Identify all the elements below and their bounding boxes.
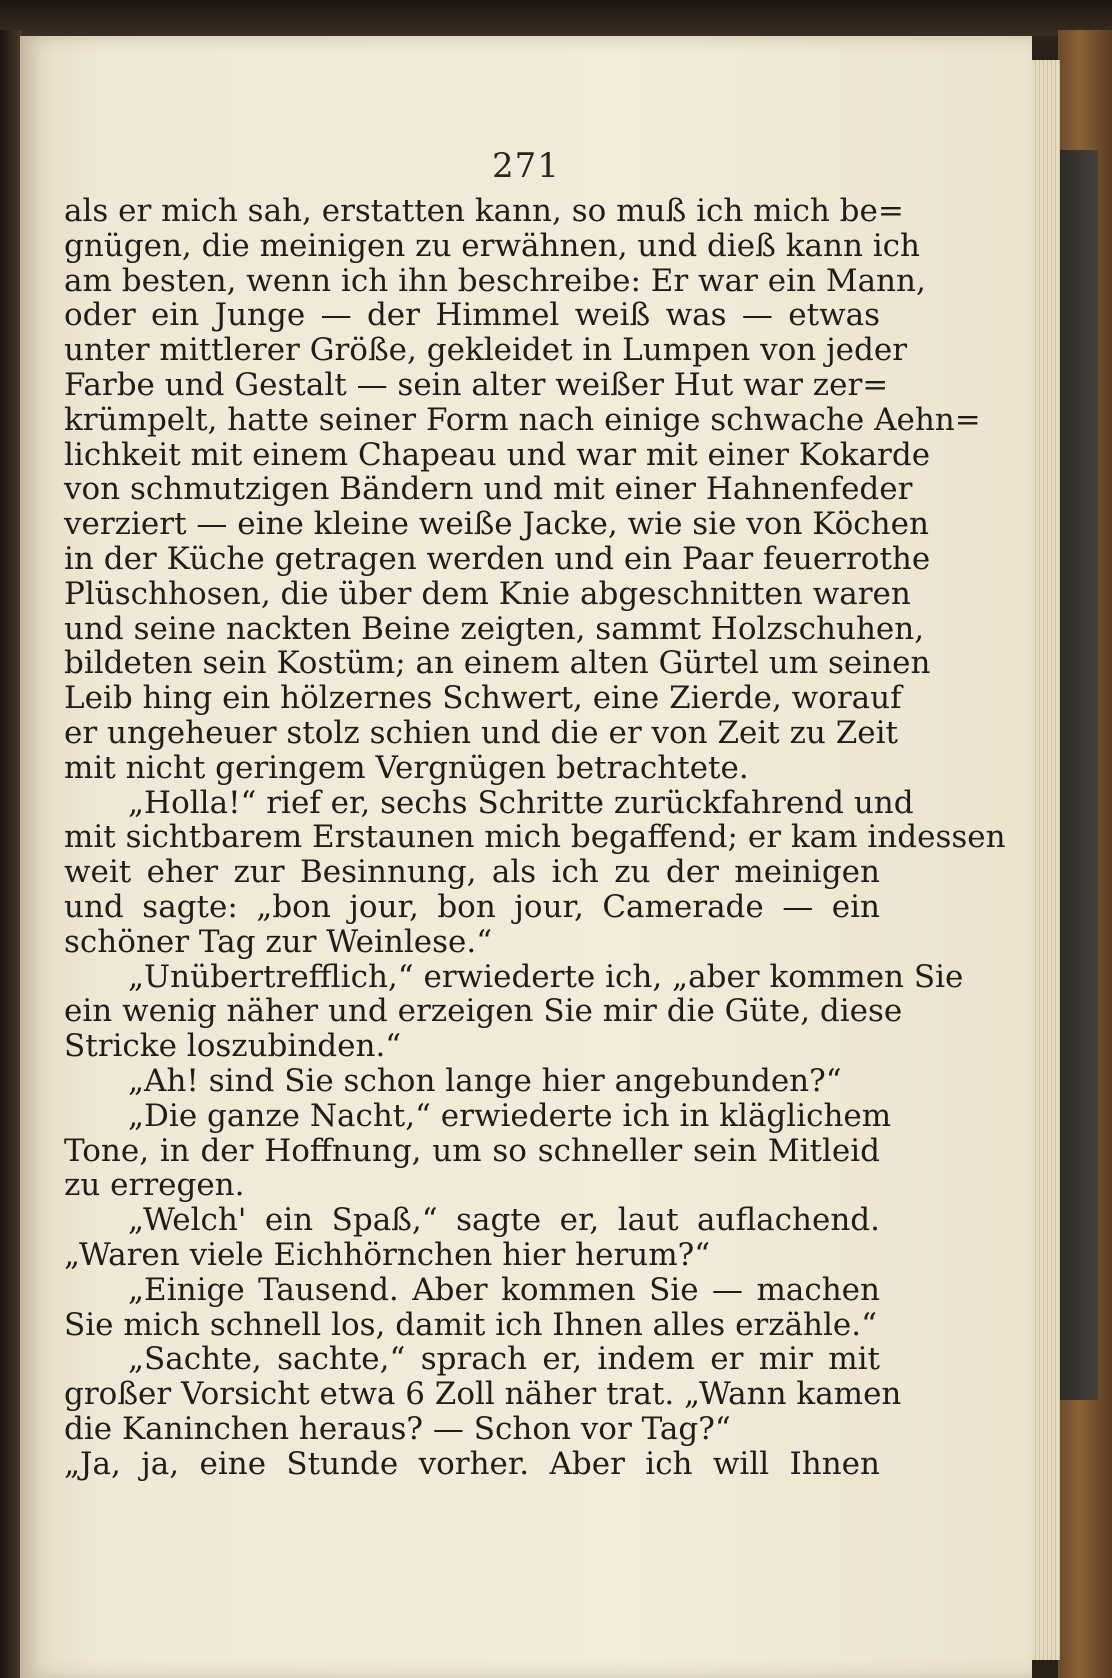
- text-line: Tone, in der Hoffnung, um so schneller sein Mitleid: [64, 1132, 880, 1169]
- book-top-edge: [0, 0, 1112, 36]
- book-cover-cloth: [1058, 150, 1098, 1400]
- text-line: die Kaninchen heraus? — Schon vor Tag?“: [64, 1410, 731, 1447]
- text-line: verziert — eine kleine weiße Jacke, wie sie von Köchen: [64, 506, 929, 543]
- text-line: mit nicht geringem Vergnügen betrachtete.: [64, 749, 749, 786]
- text-line: von schmutzigen Bändern und mit einer Hahnenfeder: [64, 471, 913, 508]
- text-line: „Welch' ein Spaß,“ sagte er, laut auflachend.: [128, 1202, 880, 1239]
- book-page: [20, 36, 1032, 1678]
- text-line: „Sachte, sachte,“ sprach er, indem er mir mit: [128, 1341, 880, 1378]
- text-line: gnügen, die meinigen zu erwähnen, und dieß kann ich: [64, 227, 921, 264]
- text-line: lichkeit mit einem Chapeau und war mit einer Kokarde: [64, 436, 931, 473]
- text-line: mit sichtbarem Erstaunen mich begaffend; er kam indessen: [64, 819, 1006, 856]
- text-line: „Die ganze Nacht,“ erwiederte ich in kläglichem: [128, 1097, 892, 1134]
- text-line: zu erregen.: [64, 1167, 245, 1204]
- text-line: weit eher zur Besinnung, als ich zu der meinigen: [64, 854, 880, 891]
- text-line: „Einige Tausend. Aber kommen Sie — machen: [128, 1271, 880, 1308]
- text-line: oder ein Junge — der Himmel weiß was — etwas: [64, 297, 880, 334]
- text-line: „Holla!“ rief er, sechs Schritte zurückfahrend und: [128, 784, 914, 821]
- text-line: er ungeheuer stolz schien und die er von Zeit zu Zeit: [64, 714, 899, 751]
- text-line: Farbe und Gestalt — sein alter weißer Hut war zer=: [64, 366, 889, 403]
- text-line: „Waren viele Eichhörnchen hier herum?“: [64, 1236, 711, 1273]
- text-line: krümpelt, hatte seiner Form nach einige schwache Aehn=: [64, 401, 981, 438]
- text-line: am besten, wenn ich ihn beschreibe: Er war ein Mann,: [64, 262, 926, 299]
- text-line: „Ah! sind Sie schon lange hier angebunden?“: [128, 1062, 842, 1099]
- text-line: Plüschhosen, die über dem Knie abgeschnitten waren: [64, 575, 911, 612]
- text-line: in der Küche getragen werden und ein Paar feuerrothe: [64, 540, 931, 577]
- text-line: Leib hing ein hölzernes Schwert, eine Zierde, worauf: [64, 680, 902, 717]
- text-line: großer Vorsicht etwa 6 Zoll näher trat. „Wann kamen: [64, 1376, 902, 1413]
- text-line: „Unübertrefflich,“ erwiederte ich, „aber kommen Sie: [128, 958, 964, 995]
- text-line: Stricke loszubinden.“: [64, 1028, 402, 1065]
- text-line: ein wenig näher und erzeigen Sie mir die Güte, diese: [64, 993, 903, 1030]
- text-line: schöner Tag zur Weinlese.“: [64, 923, 493, 960]
- text-line: und sagte: „bon jour, bon jour, Camerade — ein: [64, 888, 880, 925]
- page-number: 271: [492, 146, 560, 186]
- text-line: als er mich sah, erstatten kann, so muß ich mich be=: [64, 193, 904, 229]
- page-text: [64, 193, 1006, 1482]
- text-line: Sie mich schnell los, damit ich Ihnen alles erzähle.“: [64, 1306, 877, 1343]
- text-line: „Ja, ja, eine Stunde vorher. Aber ich will Ihnen: [64, 1445, 880, 1482]
- text-line: bildeten sein Kostüm; an einem alten Gürtel um seinen: [64, 645, 931, 682]
- text-line: und seine nackten Beine zeigten, sammt Holzschuhen,: [64, 610, 925, 647]
- book-spine: [0, 30, 22, 1678]
- text-line: unter mittlerer Größe, gekleidet in Lumpen von jeder: [64, 332, 908, 369]
